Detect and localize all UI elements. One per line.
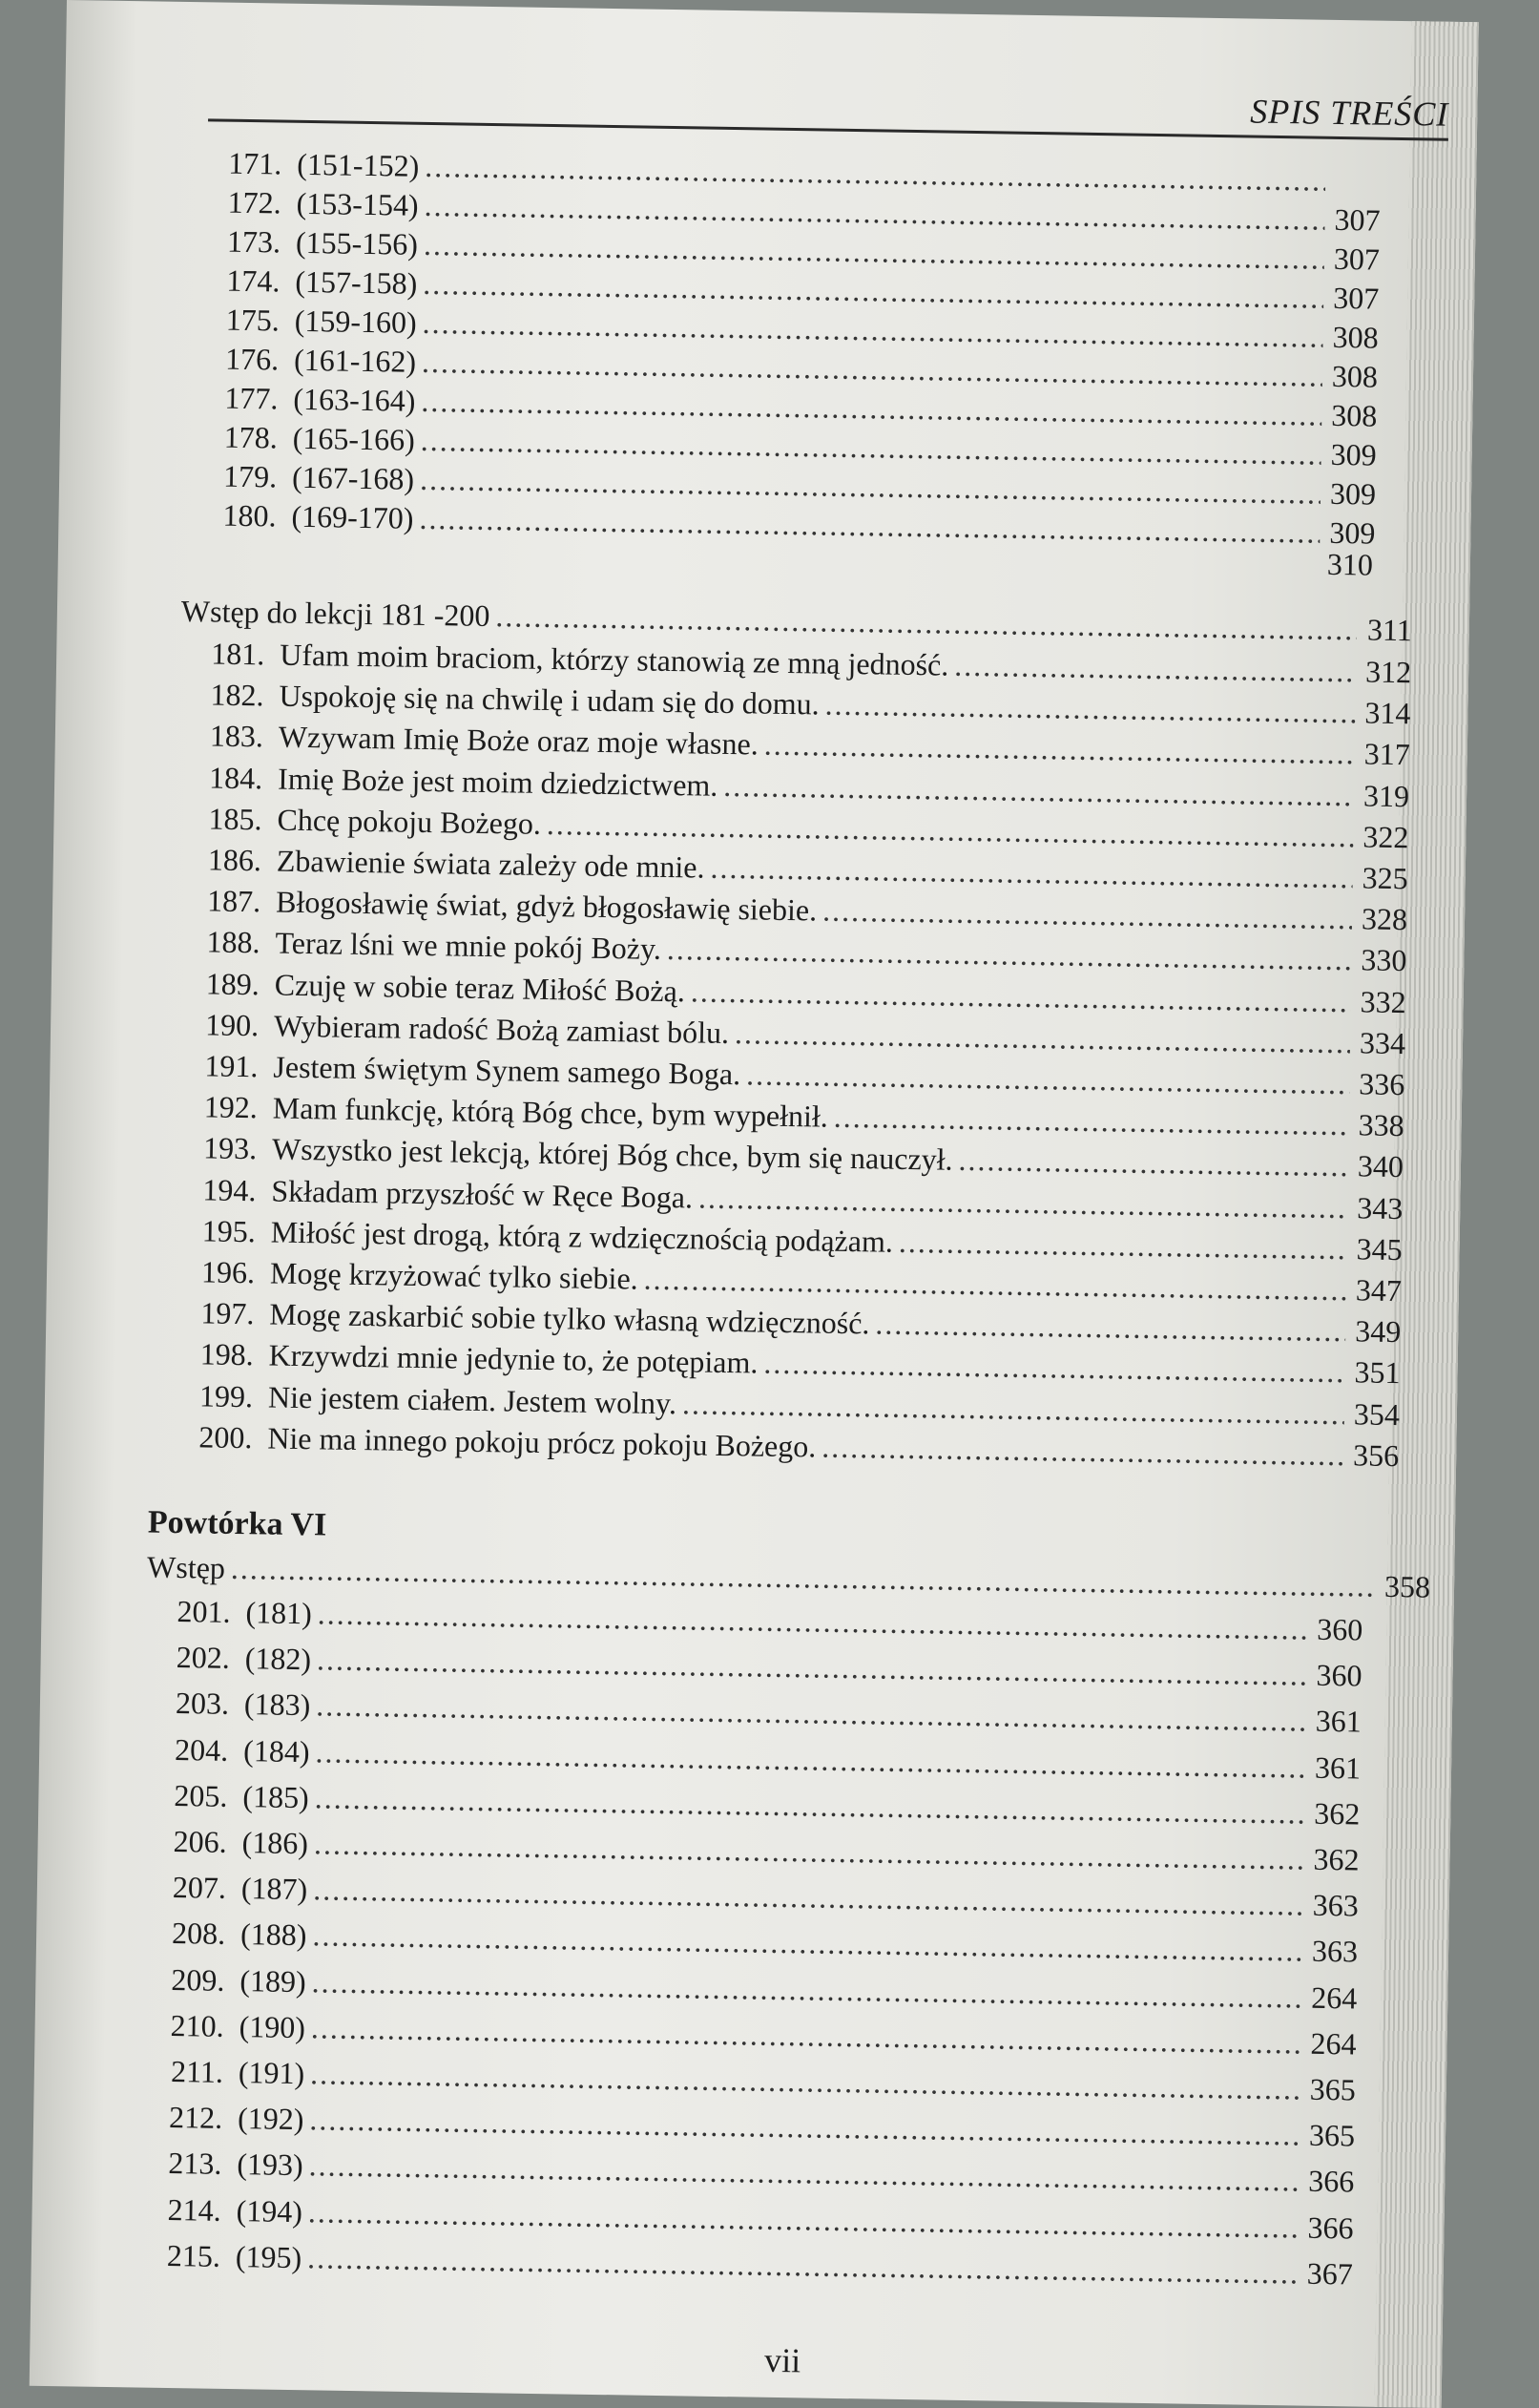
entry-page: 334 <box>1359 1025 1406 1060</box>
entry-title: Wybieram radość Bożą zamiast bólu. <box>273 1008 730 1050</box>
entry-number: 183. <box>209 718 264 754</box>
entry-number: 205. <box>174 1777 228 1813</box>
dot-leader <box>314 1780 1304 1831</box>
entry-page: 307 <box>1332 280 1380 316</box>
dot-leader <box>317 1643 1307 1693</box>
book-page <box>30 0 1479 2408</box>
entry-page: 336 <box>1359 1066 1405 1102</box>
toc-entry <box>139 2053 1356 2107</box>
entry-number: 207. <box>172 1870 227 1906</box>
entry-page: 367 <box>1306 2255 1354 2292</box>
entry-page: 362 <box>1314 1795 1361 1832</box>
running-title: SPIS TREŚCI <box>1250 92 1449 134</box>
dot-leader <box>691 974 1351 1019</box>
entry-page: 343 <box>1357 1189 1404 1225</box>
entry-number: 209. <box>171 1961 225 1998</box>
entry-number: 181. <box>210 636 265 672</box>
toc-entry <box>140 1961 1357 2016</box>
dot-leader <box>231 1551 1376 1604</box>
entry-title: (195) <box>235 2238 302 2274</box>
entry-page: 328 <box>1361 901 1408 937</box>
entry-title: (157-158) <box>295 263 418 301</box>
dot-leader <box>311 1964 1301 2015</box>
entry-number: 177. <box>224 380 279 416</box>
entry-title: Nie jestem ciałem. Jestem wolny. <box>267 1379 677 1420</box>
entry-number: 175. <box>225 302 281 338</box>
toc-entry <box>136 2191 1353 2246</box>
dot-leader <box>821 1429 1344 1473</box>
entry-page <box>1331 191 1381 192</box>
entry-page: 317 <box>1363 736 1411 772</box>
entry-page: 365 <box>1309 2071 1357 2107</box>
entry-title: (155-156) <box>295 224 419 262</box>
entry-page: 340 <box>1357 1148 1404 1184</box>
entry-page: 349 <box>1354 1313 1402 1350</box>
entry-page: 319 <box>1362 778 1410 813</box>
entry-title: Miłość jest drogą, którą z wdzięcznością podążam. <box>270 1214 894 1259</box>
entry-page: 322 <box>1362 819 1409 854</box>
dot-leader <box>311 2010 1301 2061</box>
entry-page: 361 <box>1314 1749 1362 1786</box>
dot-leader <box>308 2148 1299 2199</box>
dot-leader <box>822 893 1352 937</box>
entry-number: 212. <box>168 2100 223 2136</box>
entry-title: (190) <box>239 2008 306 2044</box>
entry-number: 178. <box>223 419 279 455</box>
entry-page: 308 <box>1331 397 1378 433</box>
entry-title: (184) <box>242 1732 310 1769</box>
entry-title: (183) <box>243 1686 311 1723</box>
entry-number: 174. <box>226 262 281 299</box>
entry-title: Zbawienie świata zależy ode mnie. <box>276 843 705 885</box>
entry-number: 180. <box>222 497 277 534</box>
entry-page: 264 <box>1310 2025 1357 2062</box>
entry-page: 308 <box>1331 358 1379 394</box>
entry-number: 189. <box>205 966 260 1001</box>
dot-leader <box>954 648 1356 690</box>
entry-page: 311 <box>1366 612 1413 648</box>
entry-number: 210. <box>170 2007 224 2043</box>
entry-page: 345 <box>1356 1231 1403 1267</box>
toc-entry <box>142 1870 1359 1924</box>
entry-page: 330 <box>1361 942 1407 978</box>
entry-number: 206. <box>173 1823 227 1859</box>
dot-leader <box>307 2240 1298 2291</box>
dot-leader <box>763 727 1355 772</box>
dot-leader <box>824 687 1355 731</box>
entry-page: 307 <box>1334 201 1381 238</box>
entry-number: 195. <box>201 1213 257 1249</box>
dot-leader <box>547 806 1354 854</box>
dot-leader <box>899 1225 1347 1267</box>
entry-number: 208. <box>171 1916 226 1952</box>
entry-page: 356 <box>1352 1437 1400 1473</box>
entry-page: 332 <box>1360 984 1406 1019</box>
entry-page: 314 <box>1364 695 1411 731</box>
entry-title: (191) <box>238 2055 305 2091</box>
dot-leader <box>698 1180 1348 1225</box>
dot-leader <box>667 932 1352 977</box>
entry-number: 192. <box>203 1089 259 1125</box>
entry-number: 191. <box>204 1048 259 1084</box>
page-number: vii <box>763 2340 801 2380</box>
entry-page: 360 <box>1316 1657 1362 1693</box>
entry-title: Mam funkcję, którą Bóg chce, bym wypełnił. <box>272 1090 829 1134</box>
entry-page: 325 <box>1362 860 1409 896</box>
entry-page: 366 <box>1307 2209 1354 2246</box>
entry-page: 310 <box>1326 546 1374 582</box>
entry-page: 347 <box>1355 1272 1403 1309</box>
entry-title: Mogę krzyżować tylko siebie. <box>269 1255 638 1296</box>
entry-number: 196. <box>200 1254 256 1290</box>
dot-leader <box>875 1307 1345 1350</box>
entry-number: 200. <box>198 1419 253 1455</box>
toc-entry <box>143 1777 1360 1832</box>
entry-title: Teraz lśni we mnie pokój Boży. <box>275 925 662 967</box>
entry-title: Mogę zaskarbić sobie tylko własną wdzięczność. <box>269 1296 870 1341</box>
entry-title: (182) <box>244 1641 312 1677</box>
entry-title: Wstęp do lekcji 181 -200 <box>180 593 490 634</box>
entry-title: (188) <box>239 1916 307 1953</box>
dot-leader <box>315 1734 1305 1785</box>
entry-title: (153-154) <box>296 185 419 222</box>
toc-entry <box>139 2007 1356 2062</box>
dot-leader <box>682 1386 1344 1432</box>
entry-page: 363 <box>1312 1887 1360 1923</box>
entry-number: 187. <box>206 883 261 919</box>
toc-entry <box>145 1686 1362 1740</box>
entry-number: 199. <box>198 1377 254 1413</box>
toc-entry <box>142 1823 1359 1877</box>
toc-entry <box>144 1731 1361 1786</box>
toc-entry <box>141 1916 1358 1970</box>
entry-title: (169-170) <box>291 498 414 535</box>
entry-number: 172. <box>227 184 281 220</box>
entry-title: Uspokoję się na chwilę i udam się do domu. <box>279 678 820 722</box>
dot-leader <box>746 1057 1350 1101</box>
entry-page: 312 <box>1364 654 1412 690</box>
entry-page: 309 <box>1329 514 1376 551</box>
entry-title: (165-166) <box>292 420 416 457</box>
entry-page: 354 <box>1353 1395 1401 1432</box>
entry-number: 211. <box>170 2053 224 2089</box>
dot-leader <box>710 850 1353 896</box>
entry-title: Wstęp <box>146 1549 226 1585</box>
dot-leader <box>314 1826 1304 1876</box>
entry-number: 213. <box>168 2146 222 2182</box>
toc-entry <box>146 1594 1362 1648</box>
dot-leader <box>723 768 1354 813</box>
entry-number: 173. <box>226 223 281 260</box>
entry-title: Czuję w sobie teraz Miłość Bożą. <box>274 967 686 1008</box>
entry-number: 198. <box>199 1336 255 1372</box>
entry-title: (159-160) <box>294 303 417 340</box>
entry-page: 309 <box>1329 475 1377 512</box>
dot-leader <box>308 2194 1299 2245</box>
entry-title: (151-152) <box>297 146 420 183</box>
toc-entry <box>137 2146 1354 2200</box>
entry-page: 360 <box>1317 1611 1363 1647</box>
entry-number: 215. <box>166 2237 221 2273</box>
entry-title: (163-164) <box>293 381 416 418</box>
entry-number: 188. <box>206 924 260 960</box>
entry-title: Nie ma innego pokoju prócz pokoju Bożego. <box>267 1420 817 1464</box>
entry-title: Wszystko jest lekcją, której Bóg chce, bym się nauczył. <box>271 1131 953 1178</box>
dot-leader <box>316 1688 1306 1739</box>
entry-title: Ufam moim braciom, którzy stanowią ze mną jedność. <box>279 637 949 682</box>
entry-number: 182. <box>210 677 264 713</box>
toc-entry <box>136 2237 1353 2292</box>
entry-title: Krzywdzi mnie jedynie to, że potępiam. <box>268 1337 759 1380</box>
entry-number: 176. <box>224 341 280 377</box>
entry-title: (194) <box>236 2192 303 2229</box>
entry-page: 307 <box>1333 241 1381 277</box>
dot-leader <box>834 1099 1349 1142</box>
entry-page: 365 <box>1308 2117 1356 2153</box>
entry-number: 194. <box>202 1171 257 1207</box>
entry-title: (187) <box>240 1871 308 1907</box>
entry-number: 201. <box>177 1594 231 1629</box>
entry-title: (181) <box>245 1595 313 1631</box>
entry-number: 202. <box>176 1640 231 1676</box>
dot-leader <box>643 1262 1346 1309</box>
entry-number: 193. <box>202 1130 258 1166</box>
dot-leader <box>313 1872 1303 1922</box>
entry-page: 361 <box>1315 1704 1362 1739</box>
entry-page: 362 <box>1313 1841 1360 1877</box>
entry-title: (193) <box>237 2146 303 2183</box>
entry-title: Imię Boże jest moim dziedzictwem. <box>277 761 718 803</box>
entry-number: 203. <box>175 1686 230 1722</box>
entry-number: 204. <box>174 1731 229 1768</box>
entry-page: 358 <box>1383 1568 1431 1604</box>
dot-leader <box>958 1142 1348 1183</box>
entry-page: 264 <box>1311 1979 1358 2016</box>
entry-title: Składam przyszłość w Ręce Boga. <box>271 1173 694 1215</box>
entry-page: 351 <box>1354 1354 1401 1391</box>
entry-page: 363 <box>1311 1934 1359 1969</box>
section-heading: Powtórka VI <box>147 1504 327 1543</box>
dot-leader <box>310 2056 1300 2106</box>
entry-number: 186. <box>207 842 262 878</box>
entry-number: 185. <box>208 801 262 837</box>
entry-title: Błogosławię świat, gdyż błogosławię siebie. <box>275 884 818 928</box>
entry-title: (161-162) <box>293 342 417 379</box>
entry-title: (189) <box>239 1962 307 1999</box>
dot-leader <box>735 1016 1350 1060</box>
entry-number: 184. <box>208 760 263 795</box>
entry-number: 171. <box>228 145 282 181</box>
running-header <box>208 71 1449 140</box>
entry-number: 197. <box>200 1295 255 1331</box>
toc-entry <box>145 1640 1362 1694</box>
dot-leader <box>312 1918 1302 1969</box>
dot-leader <box>763 1346 1345 1391</box>
toc-entry <box>138 2100 1355 2154</box>
entry-title: Chcę pokoju Bożego. <box>277 802 542 841</box>
entry-number: 214. <box>167 2191 221 2228</box>
entry-title: Jestem świętym Synem samego Boga. <box>273 1049 741 1092</box>
entry-number: 190. <box>204 1007 260 1043</box>
entry-page: 338 <box>1358 1107 1404 1143</box>
entry-number: 179. <box>222 458 278 494</box>
entry-title: (185) <box>242 1778 310 1815</box>
entry-title: Wzywam Imię Boże oraz moje własne. <box>278 719 759 762</box>
entry-title: (167-168) <box>291 459 415 496</box>
dot-leader <box>495 598 1357 647</box>
entry-page: 308 <box>1332 319 1379 355</box>
dot-leader <box>317 1596 1307 1646</box>
dot-leader <box>309 2102 1300 2152</box>
entry-page: 309 <box>1330 436 1377 472</box>
entry-title: (186) <box>241 1825 309 1861</box>
entry-title: (192) <box>237 2101 304 2137</box>
entry-page: 366 <box>1307 2164 1355 2199</box>
